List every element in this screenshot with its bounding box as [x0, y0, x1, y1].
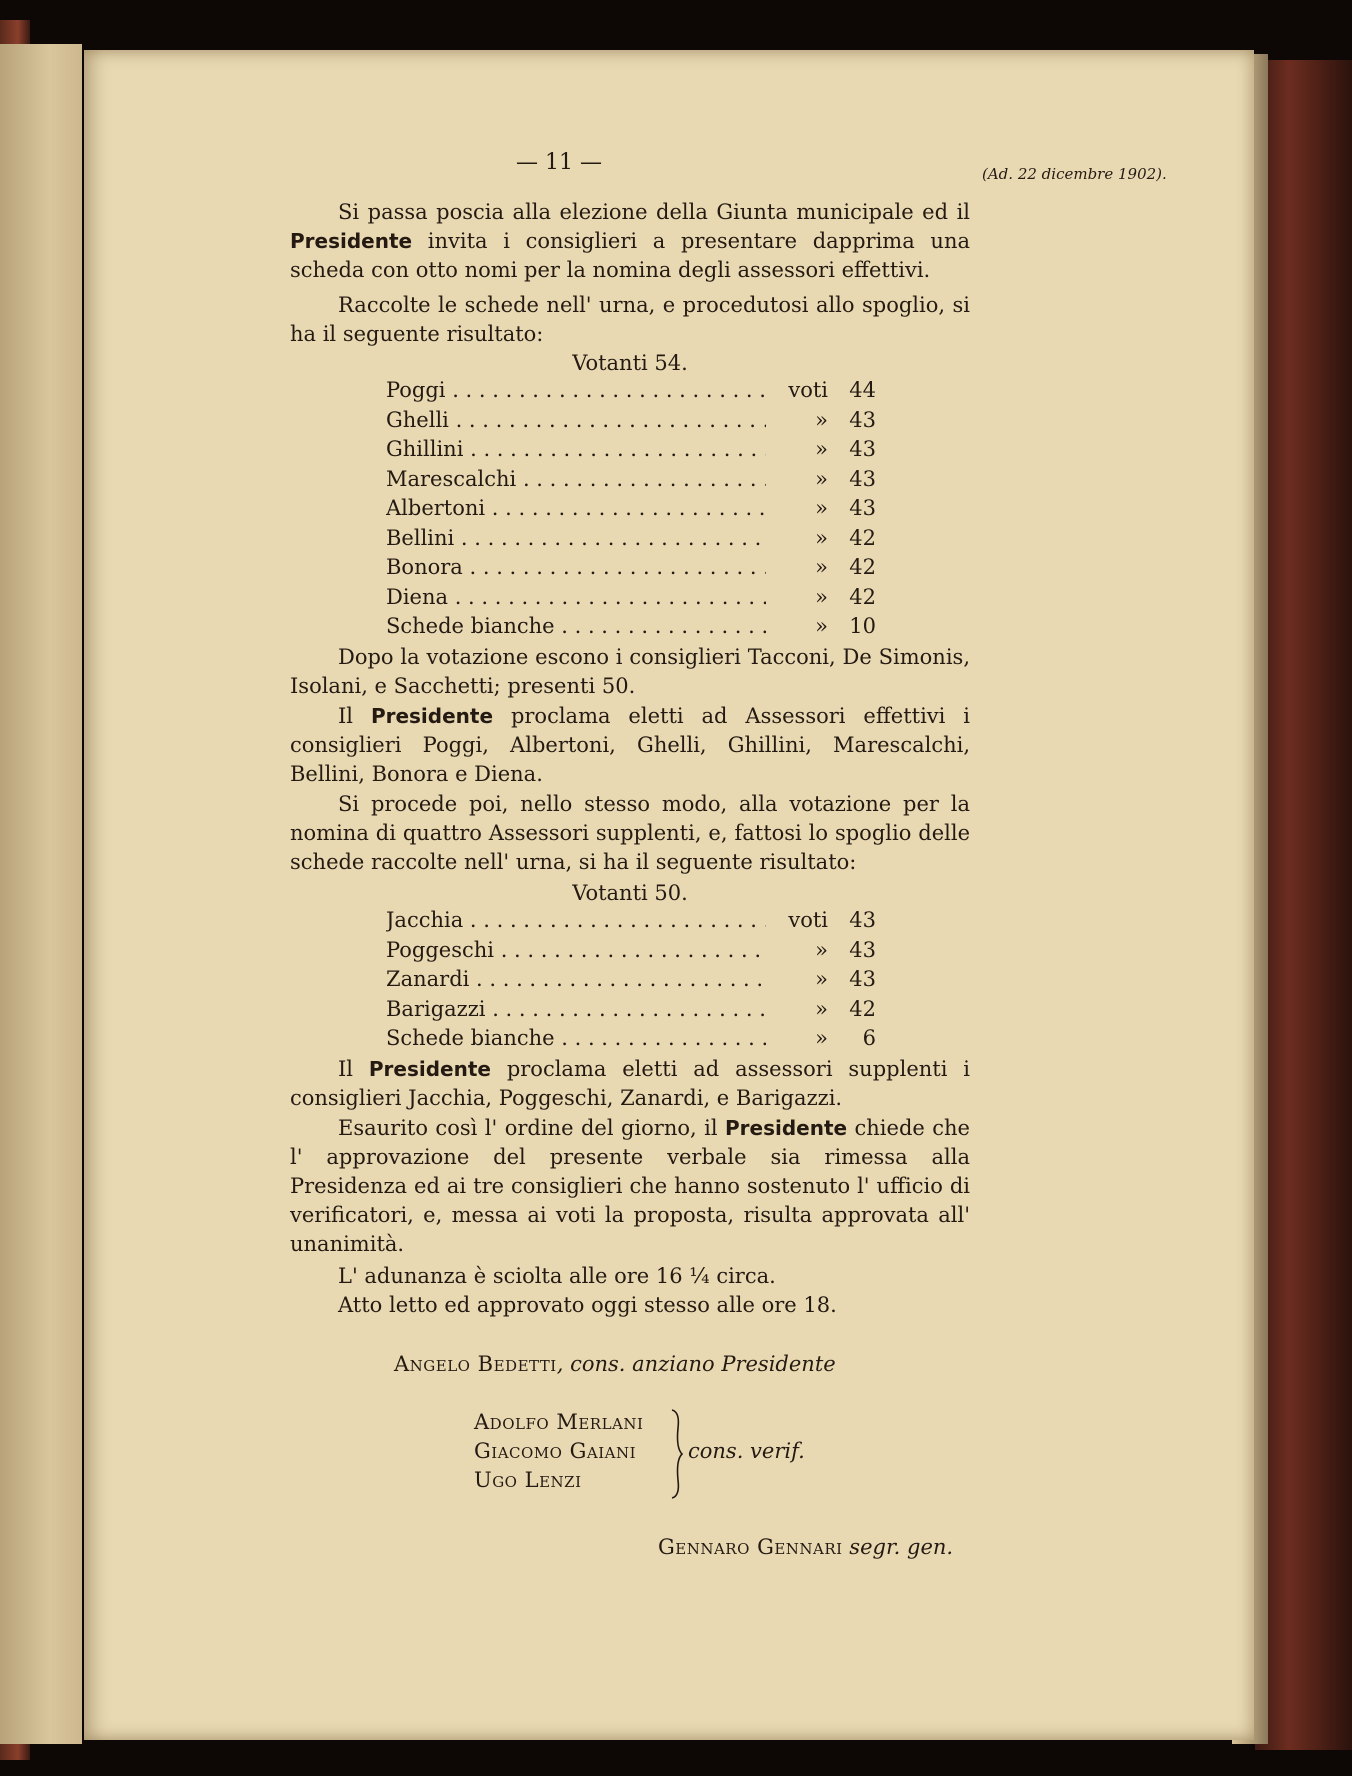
vote-mark: » — [815, 437, 828, 461]
secretary-signature: Gennaro Gennari segr. gen. — [658, 1535, 954, 1559]
candidate-name: Diena . . . — [386, 585, 766, 609]
session-date: (Ad. 22 dicembre 1902). — [982, 165, 1167, 183]
vote-count: 43 — [849, 437, 876, 461]
president-signature: Angelo Bedetti, cons. anziano Presidente — [394, 1352, 836, 1376]
vote-mark: » — [815, 937, 828, 962]
vote-count: 43 — [849, 967, 876, 991]
vote-count: 43 — [849, 937, 876, 962]
vote-count: 43 — [849, 496, 876, 520]
verifier-2: Giacomo Gaiani — [474, 1439, 637, 1463]
candidate-name: Jacchia . . . — [386, 908, 766, 932]
vote-mark: » — [815, 584, 828, 609]
vote-row — [386, 614, 876, 644]
candidate-name: Bellini . . . — [386, 526, 766, 550]
verifiers-role: cons. verif. — [688, 1439, 805, 1463]
vote2-table — [386, 908, 876, 1056]
vote-row — [386, 555, 876, 585]
vote-count: 43 — [849, 466, 876, 491]
vote-mark: » — [815, 525, 828, 550]
vote1-table — [386, 378, 876, 644]
candidate-name: Schede bianche . . . — [386, 1026, 766, 1050]
paragraph-5: Si procede poi, nello stesso modo, alla votazione per la nomina di quattro Assessori supplenti, e, fattosi lo spoglio delle schede raccolte nell' urna, si ha il seguente risultato: — [290, 792, 970, 874]
vote-mark: » — [815, 496, 828, 520]
vote-mark: » — [815, 996, 828, 1021]
vote-count: 6 — [862, 1026, 876, 1050]
vote-row — [386, 437, 876, 467]
vote-row — [386, 526, 876, 556]
vote-count: 44 — [849, 378, 876, 402]
president-label: Presidente — [290, 229, 413, 253]
vote-row — [386, 997, 876, 1027]
vote-row — [386, 1026, 876, 1056]
left-page-edge — [0, 44, 82, 1744]
candidate-name: Schede bianche . . . — [386, 614, 766, 638]
candidate-name: Barigazzi . . . — [386, 997, 766, 1021]
vote-count: 42 — [849, 996, 876, 1021]
vote-mark: » — [815, 407, 828, 432]
paragraph-2: Raccolte le schede nell' urna, e procedutosi allo spoglio, si ha il seguente risultato: — [290, 293, 970, 346]
paragraph-8: L' adunanza è sciolta alle ore 16 ¼ circa. — [338, 1264, 776, 1288]
vote-count: 10 — [849, 614, 876, 638]
verifier-3: Ugo Lenzi — [474, 1468, 582, 1492]
candidate-name: Zanardi . . . — [386, 967, 766, 991]
vote-count: 43 — [849, 908, 876, 932]
president-label: Presidente — [370, 704, 494, 728]
candidate-name: Ghillini . . . — [386, 437, 766, 461]
verifier-brace-icon — [668, 1408, 684, 1500]
vote-row — [386, 938, 876, 968]
verifier-1: Adolfo Merlani — [474, 1410, 644, 1434]
vote-row — [386, 408, 876, 438]
candidate-name: Poggi . . . — [386, 378, 766, 402]
paragraph-1: Si passa poscia alla elezione della Giunta municipale ed il Presidente invita i consiglieri a presentare dapprima una scheda con otto nomi per la nomina degli assessori effettivi. — [290, 200, 970, 282]
vote-mark: » — [815, 466, 828, 491]
vote-mark: » — [815, 614, 828, 638]
candidate-name: Bonora . . . — [386, 555, 766, 579]
vote-count: 42 — [849, 584, 876, 609]
book-cover-right — [1255, 60, 1352, 1750]
vote-mark: » — [815, 1026, 828, 1050]
vote-row — [386, 585, 876, 615]
vote-count: 43 — [849, 407, 876, 432]
vote-mark: voti — [788, 378, 828, 402]
president-label: Presidente — [724, 1116, 848, 1140]
candidate-name: Poggeschi . . . — [386, 938, 766, 962]
candidate-name: Marescalchi . . . — [386, 467, 766, 491]
paragraph-3: Dopo la votazione escono i consiglieri Tacconi, De Simonis, Isolani, e Sacchetti; presenti 50. — [290, 645, 970, 698]
paragraph-9: Atto letto ed approvato oggi stesso alle ore 18. — [338, 1293, 837, 1317]
vote-mark: » — [815, 967, 828, 991]
vote-count: 42 — [849, 555, 876, 579]
candidate-name: Ghelli . . . — [386, 408, 766, 432]
vote-row — [386, 496, 876, 526]
paragraph-7: Esaurito così l' ordine del giorno, il Presidente chiede che l' approvazione del presente verbale sia rimessa alla Presidenza ed ai tre consiglieri che hanno sostenuto l' ufficio di verificatori, e, messa ai voti la proposta, risulta approvata all' unanimità. — [290, 1116, 970, 1256]
vote-row — [386, 467, 876, 497]
candidate-name: Albertoni . . . — [386, 496, 766, 520]
vote-mark: » — [815, 555, 828, 579]
vote1-title: Votanti 54. — [572, 351, 688, 375]
vote-row — [386, 378, 876, 408]
page-number: — 11 — — [516, 150, 602, 175]
paragraph-6: Il Presidente proclama eletti ad assessori supplenti i consiglieri Jacchia, Poggeschi, Zanardi, e Barigazzi. — [290, 1057, 970, 1110]
vote-row — [386, 908, 876, 938]
paragraph-4: Il Presidente proclama eletti ad Assessori effettivi i consiglieri Poggi, Albertoni, Ghelli, Ghillini, Marescalchi, Bellini, Bonora e Diena. — [290, 704, 971, 786]
vote-count: 42 — [849, 525, 876, 550]
vote-mark: voti — [788, 908, 828, 932]
vote-row — [386, 967, 876, 997]
president-label: Presidente — [368, 1057, 491, 1081]
vote2-title: Votanti 50. — [572, 881, 688, 905]
